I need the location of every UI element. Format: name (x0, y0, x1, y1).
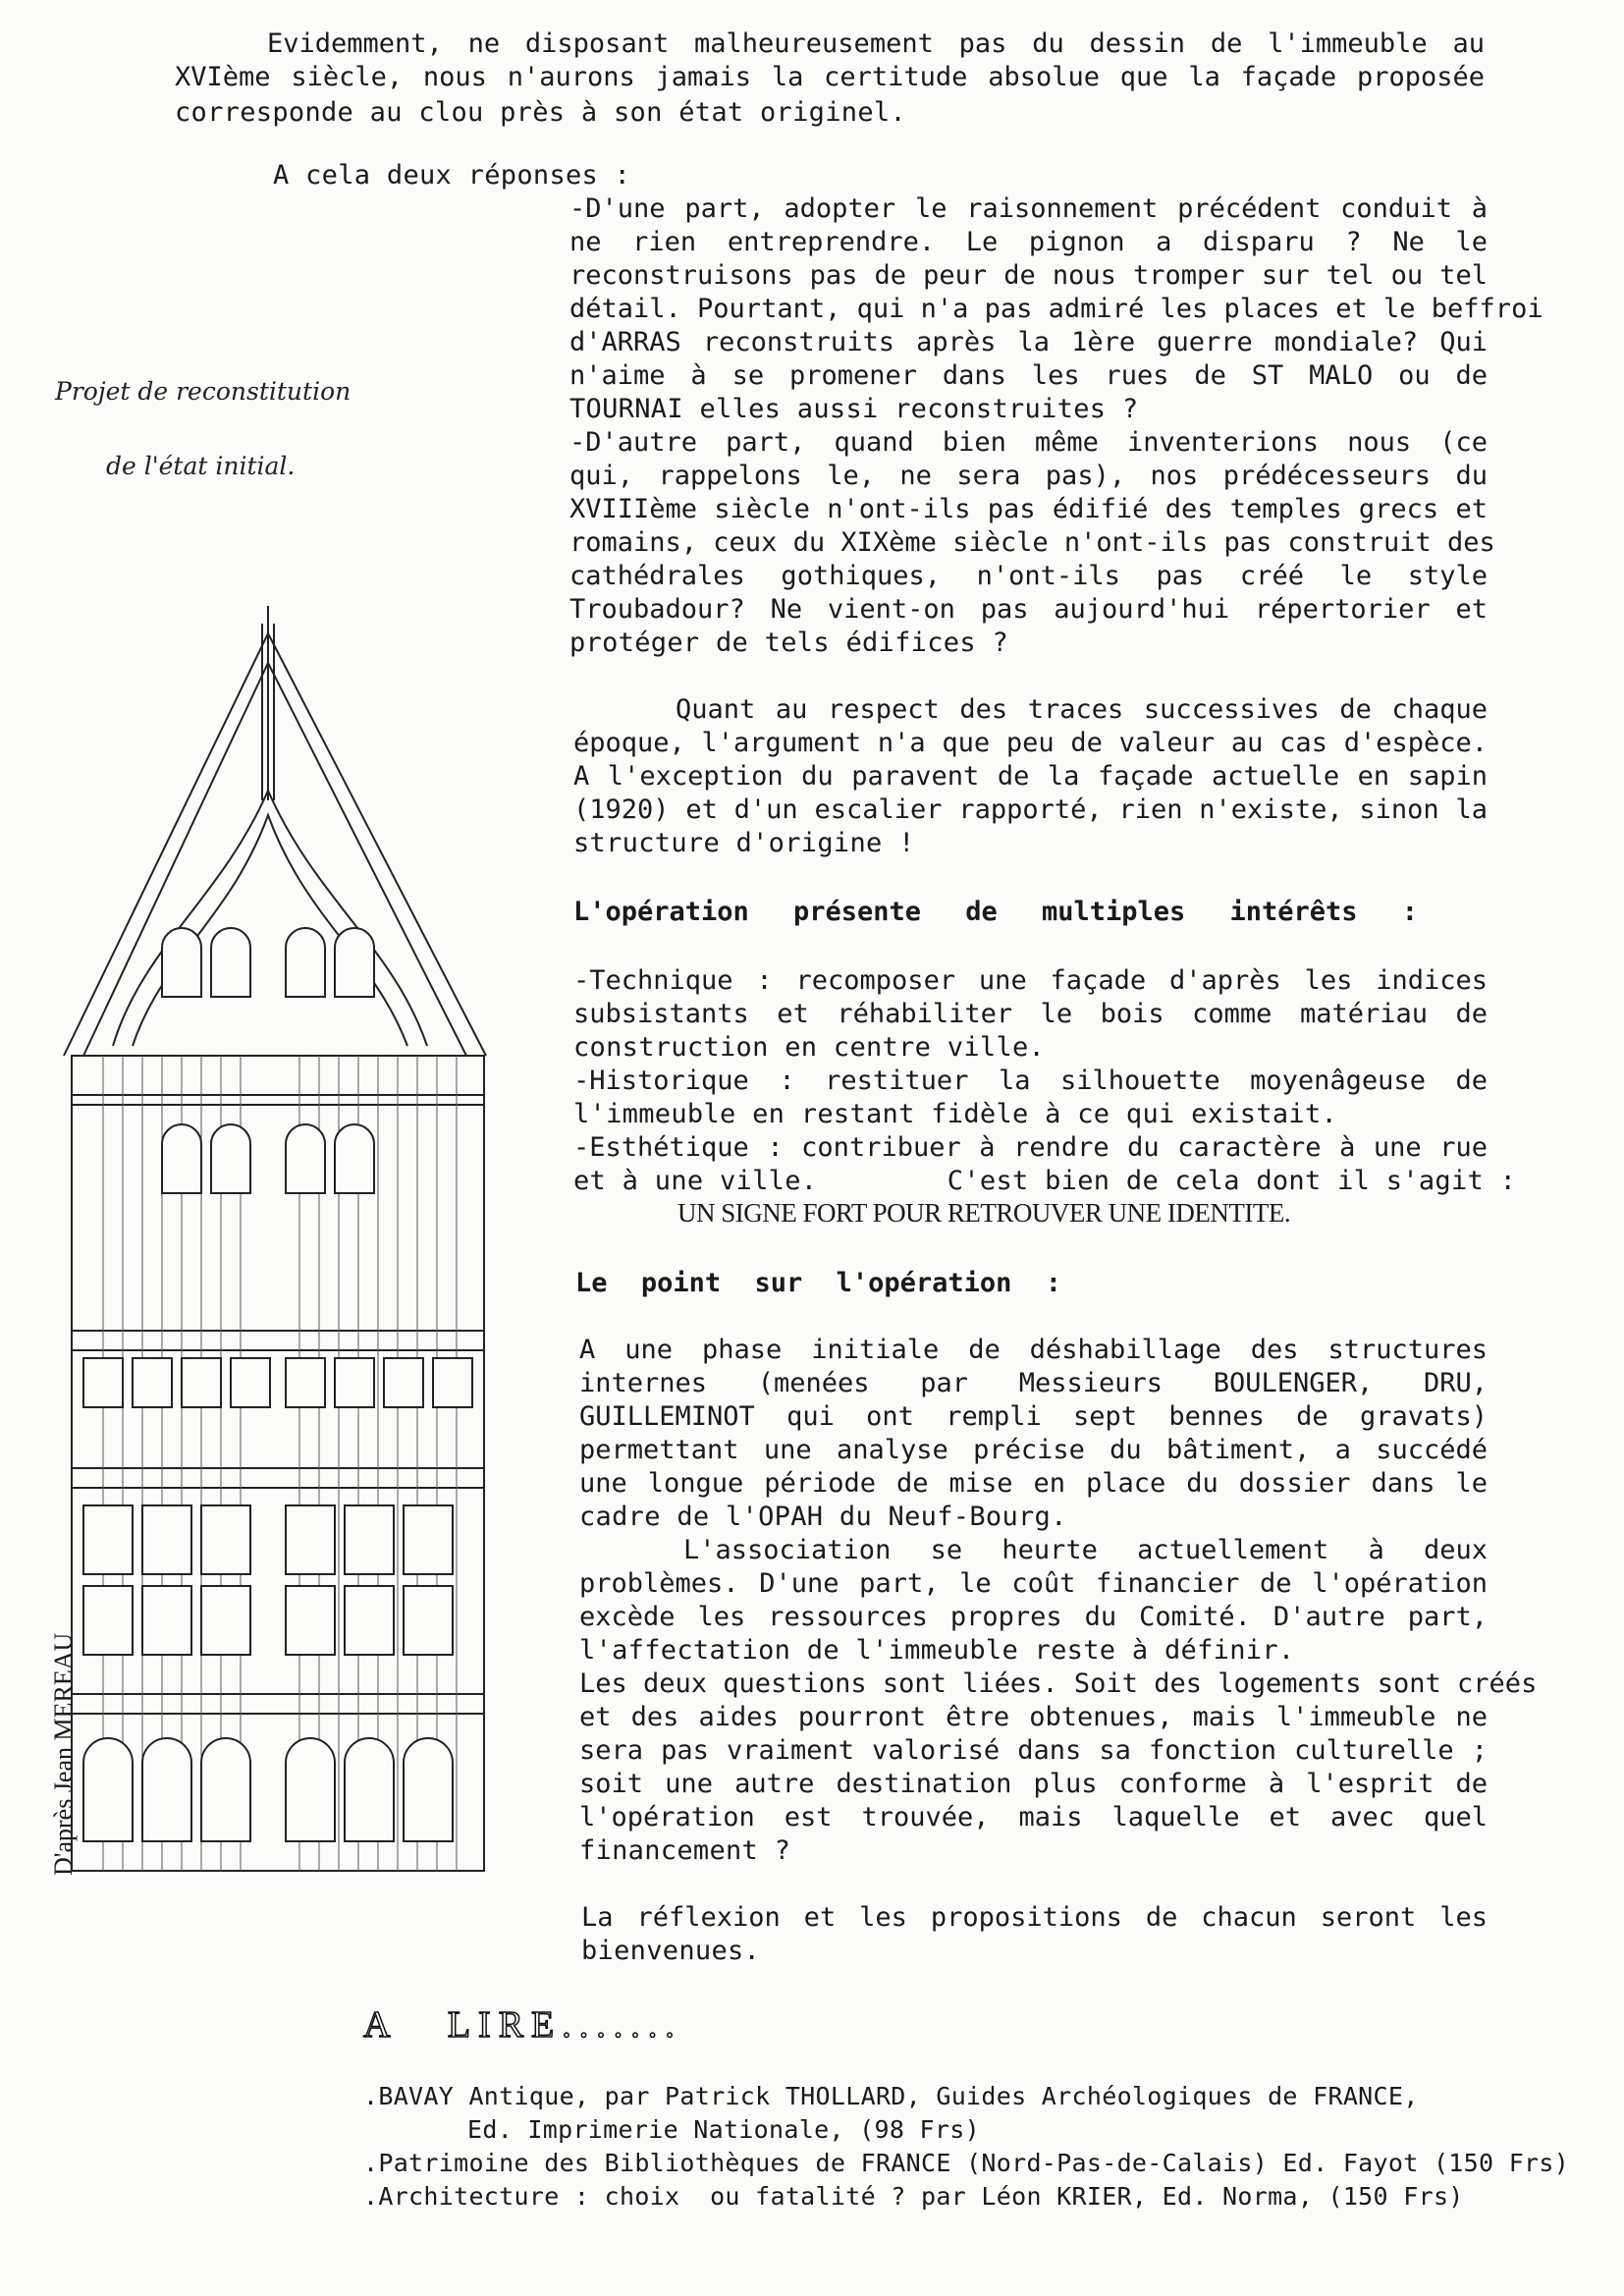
answers-line: XVIIIème siècle n'ont-ils pas édifié des temples grecs et (569, 494, 1488, 524)
answers-line: -D'une part, adopter le raisonnement précédent conduit à (569, 193, 1488, 224)
answers-line: détail. Pourtant, qui n'a pas admiré les places et le beffroi (569, 294, 1543, 324)
interets-line: -Historique : restituer la silhouette moyenâgeuse de (573, 1066, 1488, 1096)
respect-line: époque, l'argument n'a que peu de valeur au cas d'espèce. (573, 728, 1488, 758)
answers-line: romains, ceux du XIXème siècle n'ont-ils pas construit des (569, 527, 1495, 558)
respect-line: (1920) et d'un escalier rapporté, rien n'existe, sinon la (573, 794, 1488, 825)
point-line: l'affectation de l'immeuble reste à définir. (579, 1635, 1295, 1666)
point-line: excède les ressources propres du Comité. D'autre part, (579, 1602, 1488, 1632)
heading-point: Le point sur l'opération : (575, 1268, 1061, 1298)
caption-hand-line-1: Projet de reconstitution (55, 377, 352, 406)
reading-item: Ed. Imprimerie Nationale, (98 Frs) (467, 2115, 980, 2144)
point-line: Les deux questions sont liées. Soit des logements sont créés (579, 1668, 1538, 1699)
answers-line: TOURNAI elles aussi reconstruites ? (569, 394, 1139, 424)
interets-line: et à une ville. C'est bien de cela dont il s'agit : (573, 1166, 1517, 1196)
point-line: une longue période de mise en place du dossier dans le (579, 1468, 1488, 1499)
point-line: et des aides pourront être obtenues, mais l'immeuble ne (579, 1702, 1488, 1732)
slogan: UN SIGNE FORT POUR RETROUVER UNE IDENTITE. (677, 1198, 1291, 1228)
intro-line-1: Evidemment, ne disposant malheureusement pas du dessin de l'immeuble au (267, 28, 1485, 59)
intro-line-2: XVIème siècle, nous n'aurons jamais la certitude absolue que la façade proposée (175, 62, 1485, 92)
facade-drawing (54, 604, 506, 1890)
interets-line: subsistants et réhabiliter le bois comme matériau de (573, 999, 1488, 1029)
point-line: sera pas vraiment valorisé dans sa fonction culturelle ; (579, 1735, 1488, 1766)
answers-line: -D'autre part, quand bien même inventerions nous (ce (569, 427, 1488, 458)
point-line: GUILLEMINOT qui ont rempli sept bennes de gravats) (579, 1401, 1488, 1432)
answers-line: reconstruisons pas de peur de nous tromper sur tel ou tel (569, 260, 1488, 291)
drawing-credit: D'après Jean MEREAU (49, 1632, 78, 1876)
answers-line: qui, rappelons le, ne sera pas), nos prédécesseurs du (569, 461, 1488, 491)
answers-line: cathédrales gothiques, n'ont-ils pas créé le style (569, 561, 1488, 591)
point-line: internes (menées par Messieurs BOULENGER, DRU, (579, 1368, 1488, 1398)
heading-interets: L'opération présente de multiples intérêts : (573, 897, 1418, 927)
point-line: cadre de l'OPAH du Neuf-Bourg. (579, 1502, 1067, 1532)
point-line: l'opération est trouvée, mais laquelle et avec quel (579, 1802, 1488, 1832)
point-line: L'association se heurte actuellement à deux (683, 1535, 1488, 1565)
reading-item: .BAVAY Antique, par Patrick THOLLARD, Guides Archéologiques de FRANCE, (363, 2082, 1419, 2110)
caption-hand-line-2: de l'état initial. (106, 452, 296, 480)
intro-line-3: corresponde au clou près à son état originel. (175, 97, 906, 128)
closing-line: bienvenues. (581, 1936, 761, 1966)
interets-line: l'immeuble en restant fidèle à ce qui existait. (573, 1099, 1338, 1129)
respect-line: structure d'origine ! (573, 828, 915, 858)
answers-line: d'ARRAS reconstruits après la 1ère guerre mondiale? Qui (569, 327, 1488, 357)
closing-line: La réflexion et les propositions de chacun seront les (581, 1902, 1488, 1933)
answers-line: ne rien entreprendre. Le pignon a disparu ? Ne le (569, 227, 1488, 257)
interets-line: construction en centre ville. (573, 1032, 1046, 1063)
point-line: financement ? (579, 1835, 791, 1866)
answers-line: protéger de tels édifices ? (569, 628, 1008, 658)
answers-line: n'aime à se promener dans les rues de ST MALO ou de (569, 360, 1488, 391)
answers-lead: A cela deux réponses : (273, 160, 631, 191)
reading-item: .Patrimoine des Bibliothèques de FRANCE (Nord-Pas-de-Calais) Ed. Fayot (150 Frs) (363, 2149, 1570, 2177)
point-line: problèmes. D'une part, le coût financier de l'opération (579, 1568, 1488, 1599)
answers-line: Troubadour? Ne vient-on pas aujourd'hui répertorier et (569, 594, 1488, 625)
reading-item: .Architecture : choix ou fatalité ? par Léon KRIER, Ed. Norma, (150 Frs) (363, 2182, 1464, 2211)
point-line: soit une autre destination plus conforme à l'esprit de (579, 1769, 1488, 1799)
respect-line: Quant au respect des traces successives de chaque (676, 694, 1488, 725)
point-line: A une phase initiale de déshabillage des structures (579, 1335, 1488, 1365)
interets-line: -Technique : recomposer une façade d'après les indices (573, 965, 1488, 996)
respect-line: A l'exception du paravent de la façade actuelle en sapin (573, 761, 1488, 792)
interets-line: -Esthétique : contribuer à rendre du caractère à une rue (573, 1132, 1488, 1163)
point-line: permettant une analyse précise du bâtiment, a succédé (579, 1435, 1488, 1465)
reading-title: A LIRE....... (363, 2004, 682, 2046)
